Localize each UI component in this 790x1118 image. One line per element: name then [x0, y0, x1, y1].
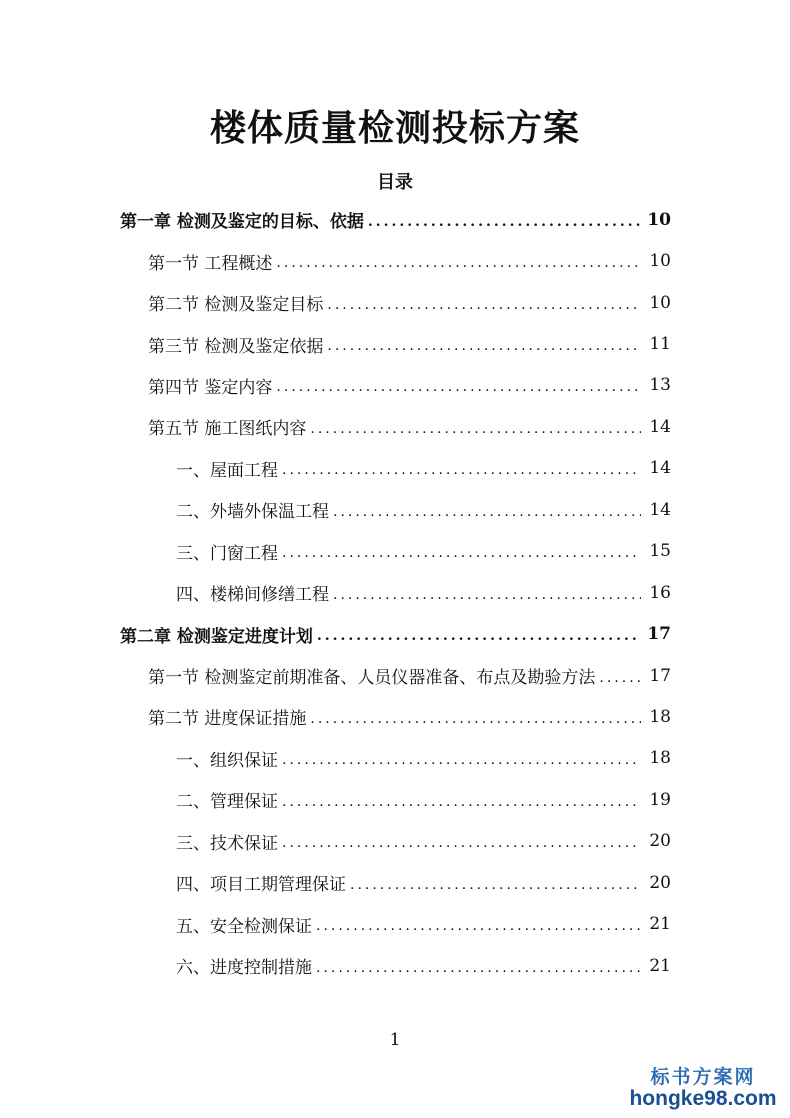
toc-entry-page: 10: [647, 209, 671, 230]
toc-dot-leader: [276, 256, 641, 270]
toc-dot-leader: [282, 546, 641, 560]
toc-entry-label: 第五节 施工图纸内容: [148, 419, 307, 440]
toc-entry[interactable]: [0, 406, 790, 447]
toc-entry-page: 18: [649, 748, 671, 769]
toc-entry-label: 二、外墙外保温工程: [176, 502, 329, 523]
toc-entry[interactable]: [0, 613, 790, 654]
toc-entry-page: 14: [649, 499, 671, 520]
toc-entry-page: 19: [649, 789, 671, 810]
toc-dot-leader: [599, 671, 641, 685]
table-of-contents: [0, 199, 790, 986]
toc-entry-label: 三、技术保证: [176, 833, 278, 854]
toc-entry[interactable]: [0, 572, 790, 613]
toc-entry-page: 10: [649, 292, 671, 313]
toc-entry-label: 一、组织保证: [176, 750, 278, 771]
toc-dot-leader: [327, 339, 641, 353]
page-number: 1: [389, 1030, 401, 1050]
toc-entry-page: 10: [649, 251, 671, 272]
toc-entry[interactable]: [0, 489, 790, 530]
toc-entry[interactable]: [0, 199, 790, 240]
toc-entry-label: 六、进度控制措施: [176, 958, 312, 979]
toc-entry[interactable]: [0, 903, 790, 944]
toc-entry-label: 第四节 鉴定内容: [148, 377, 273, 398]
toc-dot-leader: [316, 919, 641, 933]
toc-entry[interactable]: [0, 738, 790, 779]
toc-entry[interactable]: [0, 945, 790, 986]
toc-entry[interactable]: [0, 323, 790, 364]
toc-entry-label: 三、门窗工程: [176, 543, 278, 564]
toc-entry-page: 21: [649, 914, 671, 935]
toc-dot-leader: [282, 795, 641, 809]
toc-dot-leader: [282, 753, 641, 767]
toc-entry-label: 一、屋面工程: [176, 460, 278, 481]
toc-entry[interactable]: [0, 655, 790, 696]
toc-entry-label: 第二节 检测及鉴定目标: [148, 295, 324, 316]
toc-entry-page: 20: [649, 831, 671, 852]
toc-entry[interactable]: [0, 240, 790, 281]
toc-entry-label: 第二节 进度保证措施: [148, 709, 307, 730]
toc-entry[interactable]: [0, 821, 790, 862]
toc-entry-page: 20: [649, 872, 671, 893]
toc-entry-label: 第一节 检测鉴定前期准备、人员仪器准备、布点及勘验方法: [148, 668, 596, 689]
toc-entry-label: 二、管理保证: [176, 792, 278, 813]
toc-entry-page: 13: [649, 375, 671, 396]
toc-entry-page: 17: [649, 665, 671, 686]
toc-dot-leader: [368, 215, 641, 229]
toc-heading: 目录: [377, 172, 413, 193]
toc-entry-page: 15: [649, 541, 671, 562]
document-title: 楼体质量检测投标方案: [209, 107, 580, 149]
toc-entry-page: 18: [649, 706, 671, 727]
toc-dot-leader: [276, 380, 641, 394]
toc-dot-leader: [350, 878, 641, 892]
toc-entry[interactable]: [0, 531, 790, 572]
toc-entry-page: 11: [649, 334, 671, 355]
toc-entry-page: 16: [649, 582, 671, 603]
toc-entry-label: 第三节 检测及鉴定依据: [148, 336, 324, 357]
toc-entry-label: 第二章 检测鉴定进度计划: [120, 626, 313, 647]
toc-entry[interactable]: [0, 779, 790, 820]
toc-entry-page: 14: [649, 458, 671, 479]
toc-entry-label: 四、项目工期管理保证: [176, 875, 346, 896]
toc-entry-page: 21: [649, 955, 671, 976]
toc-dot-leader: [282, 463, 641, 477]
toc-dot-leader: [327, 298, 641, 312]
toc-entry[interactable]: [0, 365, 790, 406]
toc-entry[interactable]: [0, 282, 790, 323]
toc-entry-label: 第一节 工程概述: [148, 253, 273, 274]
watermark-site-name: 标书方案网: [650, 1067, 756, 1089]
toc-entry-page: 17: [647, 624, 671, 645]
toc-entry[interactable]: [0, 448, 790, 489]
toc-entry-label: 五、安全检测保证: [176, 916, 312, 937]
toc-dot-leader: [316, 961, 641, 975]
toc-dot-leader: [317, 629, 641, 643]
toc-dot-leader: [310, 712, 641, 726]
watermark-domain: hongke98.com: [629, 1086, 777, 1110]
toc-entry-label: 第一章 检测及鉴定的目标、依据: [120, 212, 364, 233]
toc-entry[interactable]: [0, 696, 790, 737]
toc-entry-label: 四、楼梯间修缮工程: [176, 585, 329, 606]
toc-dot-leader: [333, 588, 641, 602]
toc-dot-leader: [282, 836, 641, 850]
watermark-logo: [628, 1068, 778, 1110]
toc-dot-leader: [333, 505, 641, 519]
toc-dot-leader: [310, 422, 641, 436]
toc-entry[interactable]: [0, 862, 790, 903]
toc-entry-page: 14: [649, 416, 671, 437]
